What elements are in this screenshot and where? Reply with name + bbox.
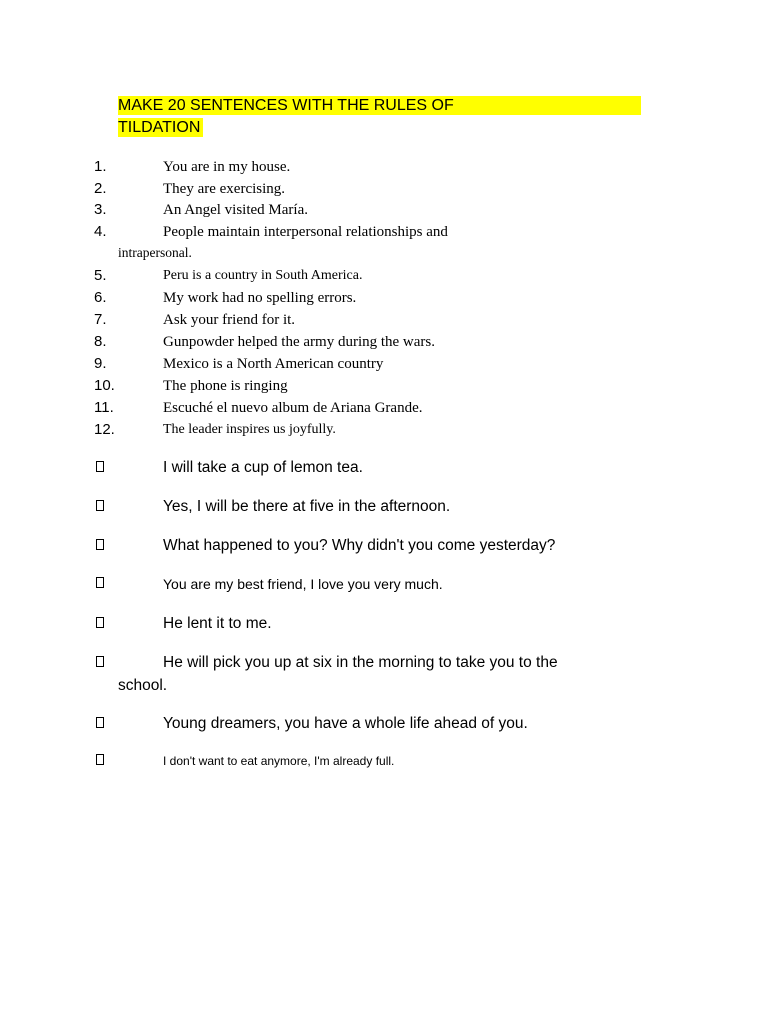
list-text: I don't want to eat anymore, I'm already full. [163, 754, 395, 768]
list-item [0, 309, 768, 331]
list-item [0, 353, 768, 375]
list-text: Ask your friend for it. [163, 312, 296, 328]
list-number: 9. [94, 355, 107, 372]
list-number: 7. [94, 311, 107, 328]
list-text: People maintain interpersonal relationships and [163, 224, 448, 240]
list-item [0, 199, 768, 221]
list-text: My work had no spelling errors. [163, 290, 357, 306]
title-line-2: TILDATION [118, 118, 203, 137]
list-item [0, 156, 768, 178]
missing-glyph-box-icon [96, 717, 104, 728]
list-text: An Angel visited María. [163, 202, 308, 218]
list-text: I will take a cup of lemon tea. [163, 459, 363, 476]
list-number: 8. [94, 333, 107, 350]
missing-glyph-box-icon [96, 539, 104, 550]
list-text: What happened to you? Why didn't you come yesterday? [163, 537, 556, 554]
missing-glyph-box-icon [96, 500, 104, 511]
list-number: 3. [94, 201, 107, 218]
list-text: Escuché el nuevo album de Ariana Grande. [163, 400, 423, 416]
missing-glyph-box-icon [96, 577, 104, 588]
list-item [0, 287, 768, 309]
list-text: Yes, I will be there at five in the afternoon. [163, 498, 451, 515]
list-number: 11. [94, 399, 114, 416]
list-number: 4. [94, 223, 107, 240]
list-number: 1. [94, 158, 107, 175]
list-text: The phone is ringing [163, 378, 288, 394]
list-text: He will pick you up at six in the morning to take you to the [163, 654, 558, 671]
list-text: He lent it to me. [163, 615, 272, 632]
list-item [0, 419, 768, 441]
missing-glyph-box-icon [96, 754, 104, 765]
list-item [0, 178, 768, 200]
list-text: You are my best friend, I love you very much. [163, 576, 443, 592]
list-item [0, 375, 768, 397]
list-text: Peru is a country in South America. [163, 268, 363, 283]
list-item [0, 331, 768, 353]
list-text-continuation: intrapersonal. [118, 245, 192, 260]
list-text: Mexico is a North American country [163, 356, 384, 372]
list-number: 12. [94, 421, 115, 438]
list-text: The leader inspires us joyfully. [163, 422, 336, 437]
list-text: You are in my house. [163, 159, 291, 175]
title-line-1: MAKE 20 SENTENCES WITH THE RULES OF [118, 96, 641, 115]
list-number: 5. [94, 267, 107, 284]
list-text: Gunpowder helped the army during the wars. [163, 334, 436, 350]
list-text-continuation: school. [118, 677, 168, 694]
list-number: 6. [94, 289, 107, 306]
page-title [118, 96, 641, 139]
list-text: They are exercising. [163, 181, 286, 197]
list-item [0, 265, 768, 287]
list-number: 2. [94, 180, 107, 197]
list-number: 10. [94, 377, 115, 394]
missing-glyph-box-icon [96, 461, 104, 472]
list-item [0, 221, 768, 243]
missing-glyph-box-icon [96, 656, 104, 667]
missing-glyph-box-icon [96, 617, 104, 628]
list-text: Young dreamers, you have a whole life ahead of you. [163, 715, 528, 732]
list-item [0, 397, 768, 419]
